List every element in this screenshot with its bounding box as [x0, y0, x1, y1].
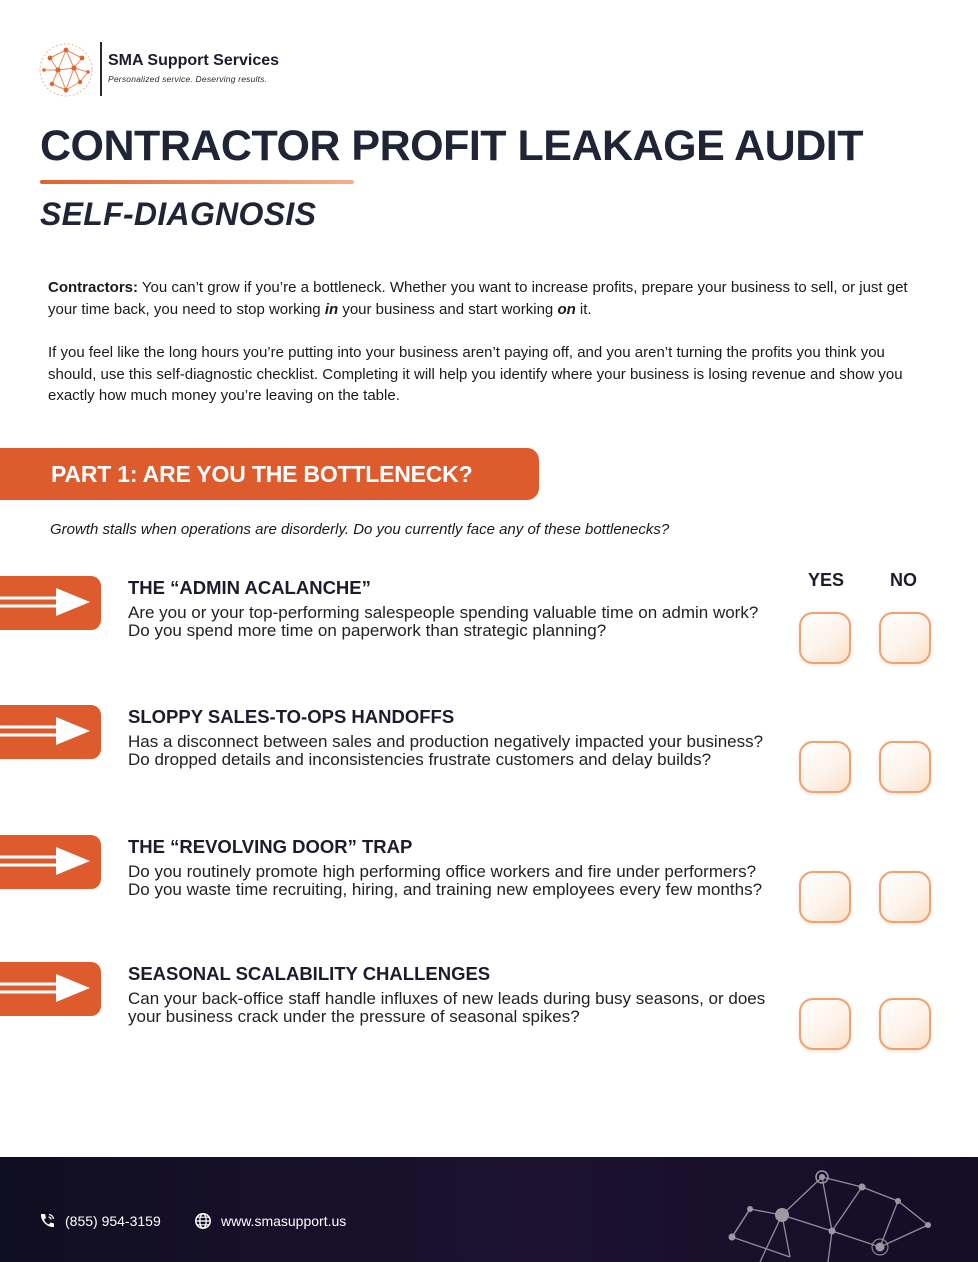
intro-text-c: it.: [575, 300, 592, 318]
intro-text-a: You can’t grow if you’re a bottleneck. Whether you want to increase profits, prepare your business to sell, or just get your time back, you need to stop working: [48, 279, 908, 318]
network-globe-logo-icon: [36, 40, 96, 100]
footer-website[interactable]: [194, 1211, 346, 1231]
checklist-item-body: Do you routinely promote high performing office workers and fire under performers? Do you waste time recruiting, hiring, and training new employees every few months?: [128, 862, 763, 899]
checklist-item-title: SLOPPY SALES-TO-OPS HANDOFFS: [128, 706, 455, 727]
network-graphic-icon: [720, 1157, 940, 1262]
arrow-tab: [0, 705, 101, 759]
document-subtitle: SELF-DIAGNOSIS: [40, 196, 317, 232]
intro-emphasis-in: in: [324, 300, 339, 318]
checklist-item: [0, 705, 978, 805]
part-1-title: PART 1: ARE YOU THE BOTTLENECK?: [51, 461, 473, 487]
checklist-item-title: THE “ADMIN ACALANCHE”: [128, 577, 371, 598]
no-checkbox[interactable]: [879, 998, 931, 1050]
part-1-description: Growth stalls when operations are disorderly. Do you currently face any of these bottlenecks?: [50, 521, 670, 538]
no-column-header: NO: [890, 570, 917, 590]
checklist-item-body: Has a disconnect between sales and production negatively impacted your business? Do dropped details and inconsistencies frustrate customers and delay builds?: [128, 732, 764, 769]
phone-icon: [38, 1212, 56, 1230]
checklist-item: [0, 835, 978, 935]
arrow-tab: [0, 835, 101, 889]
document-title: CONTRACTOR PROFIT LEAKAGE AUDIT: [40, 122, 863, 170]
footer-phone[interactable]: [38, 1211, 161, 1231]
brand-tagline: Personalized service. Deserving results.: [108, 74, 268, 84]
title-underline: [40, 180, 354, 184]
no-checkbox[interactable]: [879, 871, 931, 923]
intro-emphasis-on: on: [557, 300, 576, 318]
checklist-item-body: Can your back-office staff handle influxes of new leads during busy seasons, or does your business crack under the pressure of seasonal spikes?: [128, 989, 766, 1026]
checklist-item: [0, 962, 978, 1062]
part-1-banner: [0, 448, 539, 500]
intro-lead: Contractors:: [48, 279, 139, 296]
no-checkbox[interactable]: [879, 741, 931, 793]
arrow-right-icon: [0, 705, 101, 759]
arrow-tab: [0, 576, 101, 630]
yes-column-header: YES: [808, 570, 845, 590]
no-checkbox[interactable]: [879, 612, 931, 664]
intro-paragraph-1: [48, 277, 928, 320]
footer: [0, 1157, 978, 1262]
yes-checkbox[interactable]: [799, 871, 851, 923]
logo-divider: [100, 42, 102, 96]
arrow-right-icon: [0, 962, 101, 1016]
intro-text-b: your business and start working: [338, 300, 558, 318]
arrow-right-icon: [0, 576, 101, 630]
arrow-right-icon: [0, 835, 101, 889]
intro-paragraph-2: If you feel like the long hours you’re putting into your business aren’t paying off, and you aren’t turning the profits you think you should, use this self-diagnostic checklist. Completing it will help you identify where your business is losing revenue and show you exactly how much money you’re leaving on the table.: [48, 344, 903, 404]
globe-icon: [194, 1212, 212, 1230]
checklist-item: [0, 576, 978, 676]
brand-name: SMA Support Services: [108, 52, 280, 69]
checklist-item-body: Are you or your top-performing salespeople spending valuable time on admin work? Do you spend more time on paperwork than strategic planning?: [128, 603, 759, 640]
checklist-item-title: SEASONAL SCALABILITY CHALLENGES: [128, 963, 491, 984]
yes-checkbox[interactable]: [799, 741, 851, 793]
yes-checkbox[interactable]: [799, 998, 851, 1050]
yes-checkbox[interactable]: [799, 612, 851, 664]
phone-number: (855) 954-3159: [65, 1213, 161, 1229]
arrow-tab: [0, 962, 101, 1016]
website-url: www.smasupport.us: [221, 1213, 347, 1229]
checklist-item-title: THE “REVOLVING DOOR” TRAP: [128, 836, 413, 857]
